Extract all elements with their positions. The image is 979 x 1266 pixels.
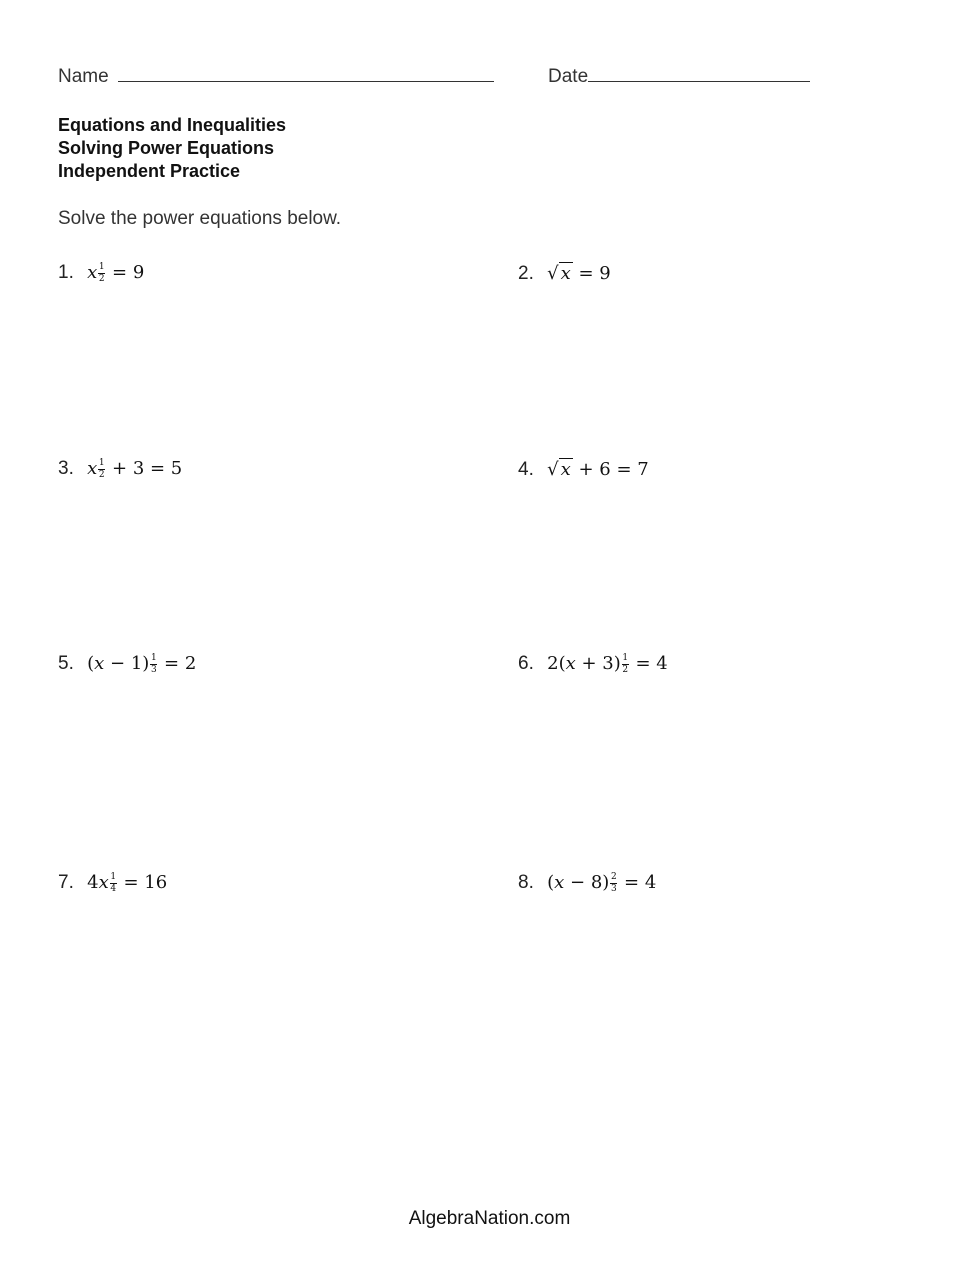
problem-7 — [58, 872, 167, 894]
problem-equation: x $\frac{1}{2}$ + 3 = 5 — [87, 458, 183, 480]
date-field[interactable] — [548, 66, 810, 88]
problem-number: 8. — [518, 872, 534, 893]
name-blank-line[interactable] — [118, 80, 494, 82]
problem-number: 7. — [58, 872, 74, 893]
unit-title: Equations and Inequalities — [58, 115, 287, 135]
problem-5 — [58, 653, 196, 675]
problem-equation: 4x $\frac{1}{4}$ = 16 — [87, 872, 168, 894]
section-title: Independent Practice — [58, 161, 241, 181]
name-field[interactable] — [58, 66, 494, 88]
problem-equation: 2(x + 3) $\frac{1}{2}$ = 4 — [547, 653, 668, 675]
problem-1 — [58, 262, 144, 284]
name-label: Name — [58, 66, 109, 87]
problem-3 — [58, 458, 182, 480]
problem-equation: √ x + 6 = 7 — [547, 459, 649, 480]
problem-number: 1. — [58, 262, 74, 283]
problem-number: 2. — [518, 263, 534, 284]
problem-number: 5. — [58, 653, 74, 674]
lesson-title: Solving Power Equations — [58, 138, 275, 158]
date-label: Date — [548, 66, 589, 87]
problem-number: 4. — [518, 459, 534, 480]
problem-equation: x $\frac{1}{2}$ = 9 — [87, 262, 145, 284]
instruction-text: Solve the power equations below. — [58, 208, 342, 229]
date-blank-line[interactable] — [588, 80, 810, 82]
problem-number: 3. — [58, 458, 74, 479]
problem-8 — [518, 872, 656, 894]
problem-4 — [518, 458, 649, 481]
problem-number: 6. — [518, 653, 534, 674]
problem-2 — [518, 262, 611, 285]
problem-equation: √ x = 9 — [547, 263, 611, 284]
footer-site-name: AlgebraNation.com — [408, 1208, 571, 1229]
problem-equation: (x − 1) $\frac{1}{3}$ = 2 — [87, 653, 197, 675]
problem-equation: (x − 8) $\frac{2}{3}$ = 4 — [547, 872, 657, 894]
title-block — [58, 114, 286, 183]
problem-6 — [518, 653, 668, 675]
